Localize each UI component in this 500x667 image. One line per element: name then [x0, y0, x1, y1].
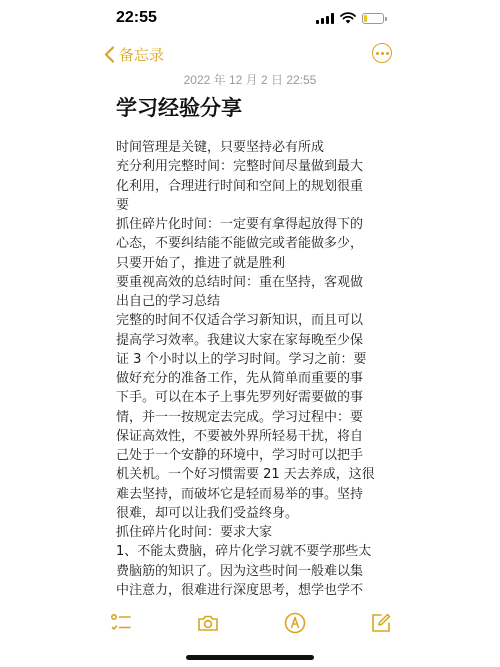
camera-icon	[197, 612, 219, 634]
note-line: 证 3 个小时以上的学习时间。学习之前：要	[116, 351, 367, 367]
note-line: 要重视高效的总结时间：重在坚持，客观做	[116, 274, 364, 290]
note-line: 中注意力，很难进行深度思考，想学也学不	[116, 582, 364, 598]
note-line: 心态，不要纠结能不能做完或者能做多少，	[116, 236, 364, 252]
note-line: 难去坚持，而破坏它是轻而易举的事。坚持	[116, 486, 364, 502]
battery-fill	[364, 15, 367, 22]
back-button[interactable]	[104, 44, 164, 65]
camera-button[interactable]	[197, 612, 219, 634]
markup-button[interactable]	[284, 612, 306, 634]
note-line: 时间管理是关键，只要坚持必有所成	[116, 140, 325, 155]
status-bar	[0, 0, 500, 40]
markup-pen-icon	[284, 612, 306, 634]
note-line: 很难，却可以让我们受益终身。	[116, 505, 299, 521]
status-icons	[316, 12, 384, 24]
note-line: 提高学习效率。我建议大家在家每晚至少保	[116, 332, 364, 348]
note-line: 要	[116, 197, 130, 213]
note-line: 1、不能太费脑，碎片化学习就不要学那些太	[116, 544, 372, 560]
wifi-icon	[340, 12, 356, 24]
compose-icon	[370, 612, 392, 634]
note-line: 只要开始了，推进了就是胜利	[116, 255, 286, 271]
note-line: 情，并一一按规定去完成。学习过程中：要	[116, 409, 364, 425]
chevron-left-icon	[104, 46, 115, 63]
bottom-toolbar	[0, 608, 500, 640]
status-time: 22:55	[116, 9, 157, 26]
note-line: 保证高效性，不要被外界所轻易干扰，将自	[116, 428, 364, 444]
cellular-signal-icon	[316, 13, 334, 24]
note-title[interactable]: 学习经验分享	[116, 96, 242, 120]
note-line: 己处于一个安静的环境中，学习时可以把手	[116, 448, 364, 463]
more-options-button[interactable]	[372, 43, 392, 63]
note-date: 2022 年 12 月 2 日 22:55	[183, 73, 317, 87]
note-line: 化利用，合理进行时间和空间上的规划很重	[116, 178, 364, 194]
note-body[interactable]	[116, 138, 386, 600]
compose-button[interactable]	[370, 612, 392, 634]
note-line: 抓住碎片化时间：要求大家	[116, 525, 273, 540]
note-line: 机关机。一个好习惯需要 21 天去养成，这很	[116, 467, 375, 483]
checklist-button[interactable]	[110, 612, 132, 634]
note-line: 做好充分的准备工作，先从简单而重要的事	[116, 371, 364, 386]
note-line: 完整的时间不仅适合学习新知识，而且可以	[116, 313, 364, 329]
nav-bar	[0, 40, 500, 72]
note-line: 下手。可以在本子上事先罗列好需要做的事	[116, 390, 364, 406]
note-line: 费脑筋的知识了。因为这些时间一般难以集	[116, 563, 364, 579]
home-indicator	[186, 655, 314, 660]
battery-icon	[362, 13, 384, 24]
note-line: 充分利用完整时间：完整时间尽量做到最大	[116, 159, 364, 175]
checklist-icon	[110, 612, 132, 634]
note-line: 抓住碎片化时间：一定要有拿得起放得下的	[116, 217, 364, 232]
back-label: 备忘录	[119, 46, 165, 64]
note-line: 出自己的学习总结	[116, 294, 221, 309]
ellipsis-circle-icon	[376, 52, 379, 55]
